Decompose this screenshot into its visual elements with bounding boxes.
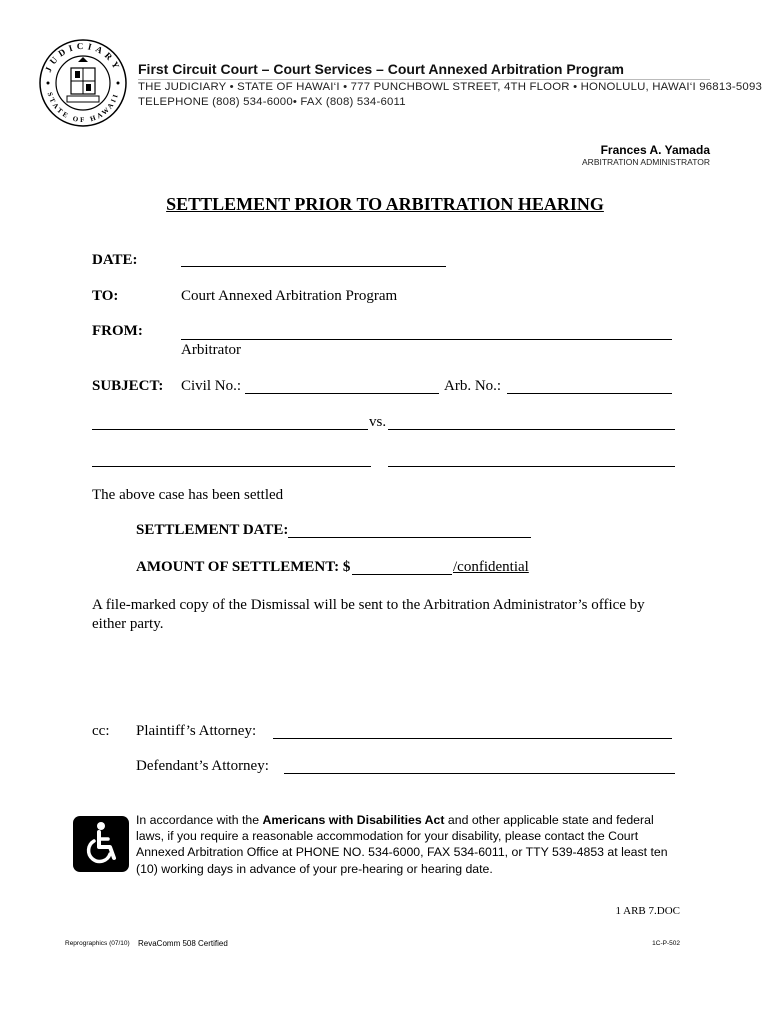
amount-field[interactable]	[352, 574, 452, 575]
ada-text-bold: Americans with Disabilities Act	[262, 813, 445, 827]
arb-no-label: Arb. No.:	[444, 378, 502, 394]
defendant-attorney-field[interactable]	[284, 773, 675, 774]
settlement-date-label: SETTLEMENT DATE:	[136, 522, 289, 538]
judiciary-seal	[38, 38, 128, 128]
plaintiff-attorney-label: Plaintiff’s Attorney:	[136, 723, 257, 739]
administrator-title: ARBITRATION ADMINISTRATOR	[582, 157, 710, 167]
settlement-date-field[interactable]	[288, 537, 531, 538]
from-caption: Arbitrator	[181, 342, 241, 358]
date-label: DATE:	[92, 252, 138, 268]
ada-notice	[136, 812, 681, 877]
ada-text-after: and other applicable state and federal laws, if you require a reasonable accommodation for your disability, please contact the Court Annexed Arbitration Office at PHONE NO. 534-6000, FAX 534-6011, or TTY 539-4853 at least ten (10) working days in advance of your pre-hearing or hearing date.	[136, 813, 668, 876]
form-title: SETTLEMENT PRIOR TO ARBITRATION HEARING	[166, 194, 604, 214]
plaintiff-attorney-field[interactable]	[273, 738, 672, 739]
dismissal-text: A file-marked copy of the Dismissal will be sent to the Arbitration Administrator’s office by either party.	[92, 597, 645, 632]
vs-label: vs.	[369, 414, 387, 430]
header-phone: TELEPHONE (808) 534-6000• FAX (808) 534-6011	[138, 96, 406, 108]
cc-label: cc:	[92, 723, 110, 739]
civil-no-field[interactable]	[245, 393, 439, 394]
header-rule	[138, 79, 710, 80]
header-address: THE JUDICIARY • STATE OF HAWAI‘I • 777 PUNCHBOWL STREET, 4TH FLOOR • HONOLULU, HAWAI‘I 96813-5093	[138, 81, 763, 93]
doc-code: 1 ARB 7.DOC	[615, 905, 680, 917]
settled-text: The above case has been settled	[92, 487, 284, 503]
reprographics-text: Reprographics (07/10)	[65, 940, 130, 947]
seal-bottom-text: STATE OF HAWAII	[45, 91, 121, 125]
plaintiff-party-field[interactable]	[92, 429, 368, 430]
to-value: Court Annexed Arbitration Program	[181, 288, 398, 304]
to-label: TO:	[92, 288, 119, 304]
form-number: 1C-P-502	[652, 940, 680, 947]
amount-label: AMOUNT OF SETTLEMENT: $	[136, 559, 351, 575]
defendant-party-field[interactable]	[388, 429, 675, 430]
arb-no-field[interactable]	[507, 393, 672, 394]
from-label: FROM:	[92, 323, 143, 339]
seal-top-text: JUDICIARY	[42, 40, 124, 74]
defendant-attorney-label: Defendant’s Attorney:	[136, 758, 269, 774]
civil-no-label: Civil No.:	[181, 378, 242, 394]
header-title: First Circuit Court – Court Services – Court Annexed Arbitration Program	[138, 61, 624, 77]
confidential-label: /confidential	[453, 559, 529, 575]
wheelchair-icon	[73, 816, 129, 872]
revacomm-text: RevaComm 508 Certified	[138, 939, 228, 948]
date-field[interactable]	[181, 266, 446, 267]
from-field[interactable]	[181, 339, 672, 340]
plaintiff-party-field-2[interactable]	[92, 466, 371, 467]
ada-text-before: In accordance with the	[136, 813, 263, 827]
administrator-name: Frances A. Yamada	[600, 143, 710, 157]
subject-label: SUBJECT:	[92, 378, 164, 394]
defendant-party-field-2[interactable]	[388, 466, 675, 467]
